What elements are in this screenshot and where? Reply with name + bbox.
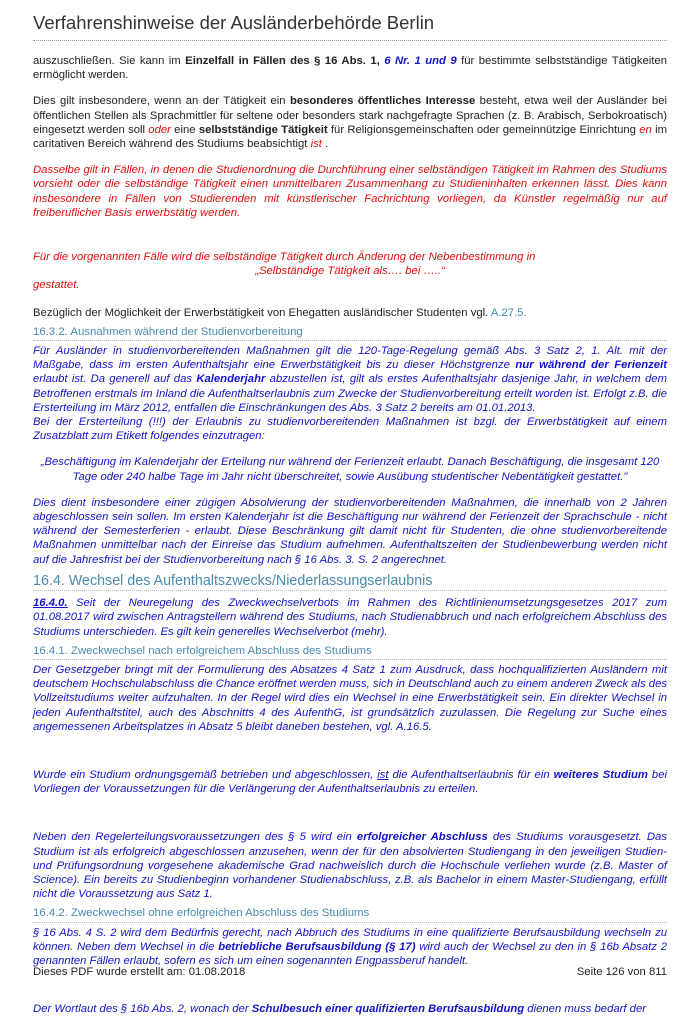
paragraph-5 bbox=[33, 306, 667, 320]
text: bei Vorliegen der Voraussetzungen für die Verlängerung der Aufenthaltserlaubnis zu erteilen. bbox=[33, 768, 667, 796]
text: für bestimmte selbstständige Tätigkeiten ermöglicht werden. bbox=[33, 55, 667, 82]
text: dienen muss bedarf der bbox=[524, 1003, 646, 1016]
text: Für Ausländer in studienvorbereitenden Maßnahmen gilt die 120-Tage-Regelung gemäß Abs. 3 Satz 2, 1. Alt. mit der Maßgabe, dass im ersten Aufenthaltsjahr eine Erwerbstätigkeit bis zu dieser Höchstgrenze bbox=[33, 345, 667, 372]
text: auszuschließen. Sie kann im bbox=[33, 55, 186, 67]
section-16-4-2-text-2 bbox=[33, 1002, 667, 1016]
amendment-text: oder bbox=[148, 123, 171, 136]
section-16-4-2-text-1 bbox=[33, 926, 667, 969]
text: Seit der Neuregelung des Zweckwechselverbots im Rahmen des Richtlinienumsetzungsgesetzes 2017 zum 01.08.2017 wird zwischen Antragstellern während des Studiums, nach Studienabbruch und nach erfolgreichem Abschluss des Studiums unterschieden. Es gilt kein generelles Wechselverbot (mehr). bbox=[33, 597, 667, 638]
paragraph-2 bbox=[33, 94, 667, 151]
text: Dies gilt insbesondere, wenn an der Tätigkeit ein bbox=[33, 95, 290, 108]
section-16-4-1-text-3 bbox=[33, 830, 667, 901]
text: erlaubt ist. Da generell auf das bbox=[33, 373, 197, 386]
amendment-text: 6 Nr. 1 und 9 bbox=[379, 55, 457, 67]
heading-16-4-2: 16.4.2. Zweckwechsel ohne erfolgreichen Abschluss des Studiums bbox=[33, 906, 667, 922]
bold-text: Schulbesuch einer qualifizierten Berufsausbildung bbox=[251, 1003, 525, 1016]
quoted-entry: „Beschäftigung im Kalenderjahr der Erteilung nur während der Ferienzeit erlaubt. Danach Beschäftigung, die insgesamt 120 Tage oder 240 halbe Tage im Jahr nicht überschreitet, sowie Ausübung studentischer Nebentätigkeit gestattet." bbox=[40, 456, 660, 483]
bold-text: weiteres Studium bbox=[553, 768, 648, 781]
heading-16-4: 16.4. Wechsel des Aufenthaltszwecks/Niederlassungserlaubnis bbox=[33, 574, 667, 591]
section-anchor-link[interactable]: 16.4.0. bbox=[33, 597, 68, 610]
cross-reference-link[interactable]: A.27.5. bbox=[490, 306, 527, 319]
footer-created-date: Dieses PDF wurde erstellt am: 01.08.2018 bbox=[33, 966, 246, 978]
text: die Aufenthaltserlaubnis für ein bbox=[388, 768, 554, 781]
bold-text: betriebliche Berufsausbildung (§ 17) bbox=[218, 940, 416, 953]
text-line: „Selbständige Tätigkeit als…. bei …..“ bbox=[255, 265, 445, 278]
text: Bei der Ersterteilung (!!!) der Erlaubnis zu studienvorbereitenden Maßnahmen ist bzgl. der Erwerbstätigkeit auf einem Zusatzblatt zum Etikett folgendes einzutragen: bbox=[33, 416, 667, 443]
page-header bbox=[33, 12, 667, 41]
text: wird auch der Wechsel zu den in § 16b Absatz 2 genannten Fällen erlaubt, sofern es sich um einen sogenannten Engpassberuf handelt. bbox=[33, 940, 668, 967]
bold-text: besonderes öffentliches Interesse bbox=[289, 95, 476, 108]
text: Wurde ein Studium ordnungsgemäß betrieben und abgeschlossen, bbox=[33, 768, 378, 781]
text: besteht, etwa weil der Ausländer bei öffentlichen Stellen als Sprachmittler für seltene oder besonders stark nachgefragte Sprachen (z. B. Arabisch, Serbokroatisch) eingesetzt werden soll bbox=[33, 95, 667, 136]
section-16-3-2-text bbox=[33, 344, 667, 443]
paragraph-1 bbox=[33, 54, 667, 82]
text: abzustellen ist, gilt als erstes Aufenthaltsjahr dasjenige Jahr, in welchem dem Betroffenen erstmals im Inland die Aufenthaltserlaubnis zum Zwecke der Studienvorbereitung erteilt worden ist. Erfolgt z.B. die Ersterteilung im März 2012, entfallen die Einschränkungen des Abs. 3 Satz 2 bereits am 01.01.2013. bbox=[33, 373, 667, 414]
paragraph-3: Dasselbe gilt in Fällen, in denen die Studienordnung die Durchführung einer selbständigen Tätigkeit im Rahmen des Studiums vorsieht oder die selbständige Tätigkeit einen unmittelbaren Zusammenhang zu Studieninhalten erkennen lässt. Dies kann insbesondere in Fällen von Studierenden mit künstlerischer Fachrichtung vorliegen, da Künstler regelmäßig nur auf freiberuflicher Basis erwerbstätig werden. bbox=[33, 164, 667, 219]
section-16-4-1-text-1: Der Gesetzgeber bringt mit der Formulierung des Absatzes 4 Satz 1 zum Ausdruck, dass hochqualifizierten Ausländern mit deutschem Hochschulabschluss die Chance eröffnet werden muss, sich in Deutschland auch zu einem anderen Zweck als des Vollzeitstudiums weiter aufzuhalten. In der Regel wird dies ein Wechsel in eine Erwerbstätigkeit sein. Ein direkter Wechsel in jeden Aufenthaltstitel, auch des Abschnitts 4 des AufenthG, ist grundsätzlich zuzulassen. Die Regelung zur Suche eines angemessenen Arbeitsplatzes in Absatz 5 bleibt daneben bestehen, vgl. A.16.5. bbox=[33, 663, 667, 733]
bold-text: Einzelfall in Fällen des § 16 Abs. 1, bbox=[185, 55, 380, 67]
bold-text: erfolgreicher Abschluss bbox=[356, 831, 488, 844]
text: . bbox=[321, 138, 329, 151]
document-body bbox=[33, 54, 667, 1016]
paragraph-4 bbox=[33, 250, 667, 293]
text-line: Für die vorgenannten Fälle wird die selbständige Tätigkeit durch Änderung der Nebenbestimmung in bbox=[33, 251, 536, 264]
footer-page-number: Seite 126 von 811 bbox=[576, 966, 667, 978]
text: für Religionsgemeinschaften oder gemeinnützige Einrichtung bbox=[327, 123, 640, 136]
text: des Studiums vorausgesetzt. Das Studium ist als erfolgreich abgeschlossen anzusehen, wenn der für den absolvierten Studiengang in den jeweiligen Studien- und Prüfungsordnung vorgesehene akademische Grad nachweislich durch die Hochschule verliehen wurde (z.B. Master of Science). Ein bereits zu Studienbeginn vorhandener Studienabschluss, z.B. als Bachelor in einem Master-Studiengang, erfüllt nicht die Voraussetzung aus Satz 1. bbox=[33, 831, 667, 901]
amendment-text: en bbox=[639, 123, 652, 136]
page-footer bbox=[33, 966, 667, 978]
bold-text: selbstständige Tätigkeit bbox=[198, 123, 328, 136]
text: Neben den Regelerteilungsvoraussetzungen des § 5 wird ein bbox=[33, 831, 357, 844]
text: Der Wortlaut des § 16b Abs. 2, wonach der bbox=[33, 1003, 252, 1016]
text: § 16 Abs. 4 S. 2 wird dem Bedürfnis gerecht, nach Abbruch des Studiums in eine qualifizierte Berufsausbildung wechseln zu können. Neben dem Wechsel in die bbox=[33, 926, 667, 953]
bold-text: nur während der Ferienzeit bbox=[515, 359, 667, 372]
section-16-4-0-text bbox=[33, 596, 667, 639]
underlined-text: ist bbox=[377, 768, 389, 781]
text: eine bbox=[170, 123, 199, 136]
section-16-3-2-text-2: Dies dient insbesondere einer zügigen Absolvierung der studienvorbereitenden Maßnahmen, die innerhalb von 2 Jahren abgeschlossen sein sollen. Im ersten Kalenderjahr ist die Beschäftigung nur während der Ferienzeit der Sprachschule - nicht während der Semesterferien - erlaubt. Diese Beschränkung gilt damit nicht für Studenten, die ohne studienvorbereitende Maßnahmen unmittelbar nach der Einreise das Studium aufnehmen. Aufenthaltszeiten der Studienbewerbung werden nicht auf die Jahresfrist bei der Studienvorbereitung nach § 16 Abs. 3. S. 2 angerechnet. bbox=[33, 496, 667, 566]
amendment-text: ist bbox=[310, 138, 322, 151]
section-16-4-1-text-2 bbox=[33, 768, 667, 796]
text-line: gestattet. bbox=[33, 279, 80, 292]
text: Bezüglich der Möglichkeit der Erwerbstätigkeit von Ehegatten ausländischer Studenten vgl. bbox=[33, 306, 491, 319]
text: im caritativen Bereich während des Studiums beabsichtigt bbox=[33, 123, 667, 151]
heading-16-3-2: 16.3.2. Ausnahmen während der Studienvorbereitung bbox=[33, 325, 667, 341]
header-title: Verfahrenshinweise der Ausländerbehörde Berlin bbox=[33, 12, 435, 33]
bold-text: Kalenderjahr bbox=[196, 373, 266, 386]
heading-16-4-1: 16.4.1. Zweckwechsel nach erfolgreichem Abschluss des Studiums bbox=[33, 644, 667, 660]
